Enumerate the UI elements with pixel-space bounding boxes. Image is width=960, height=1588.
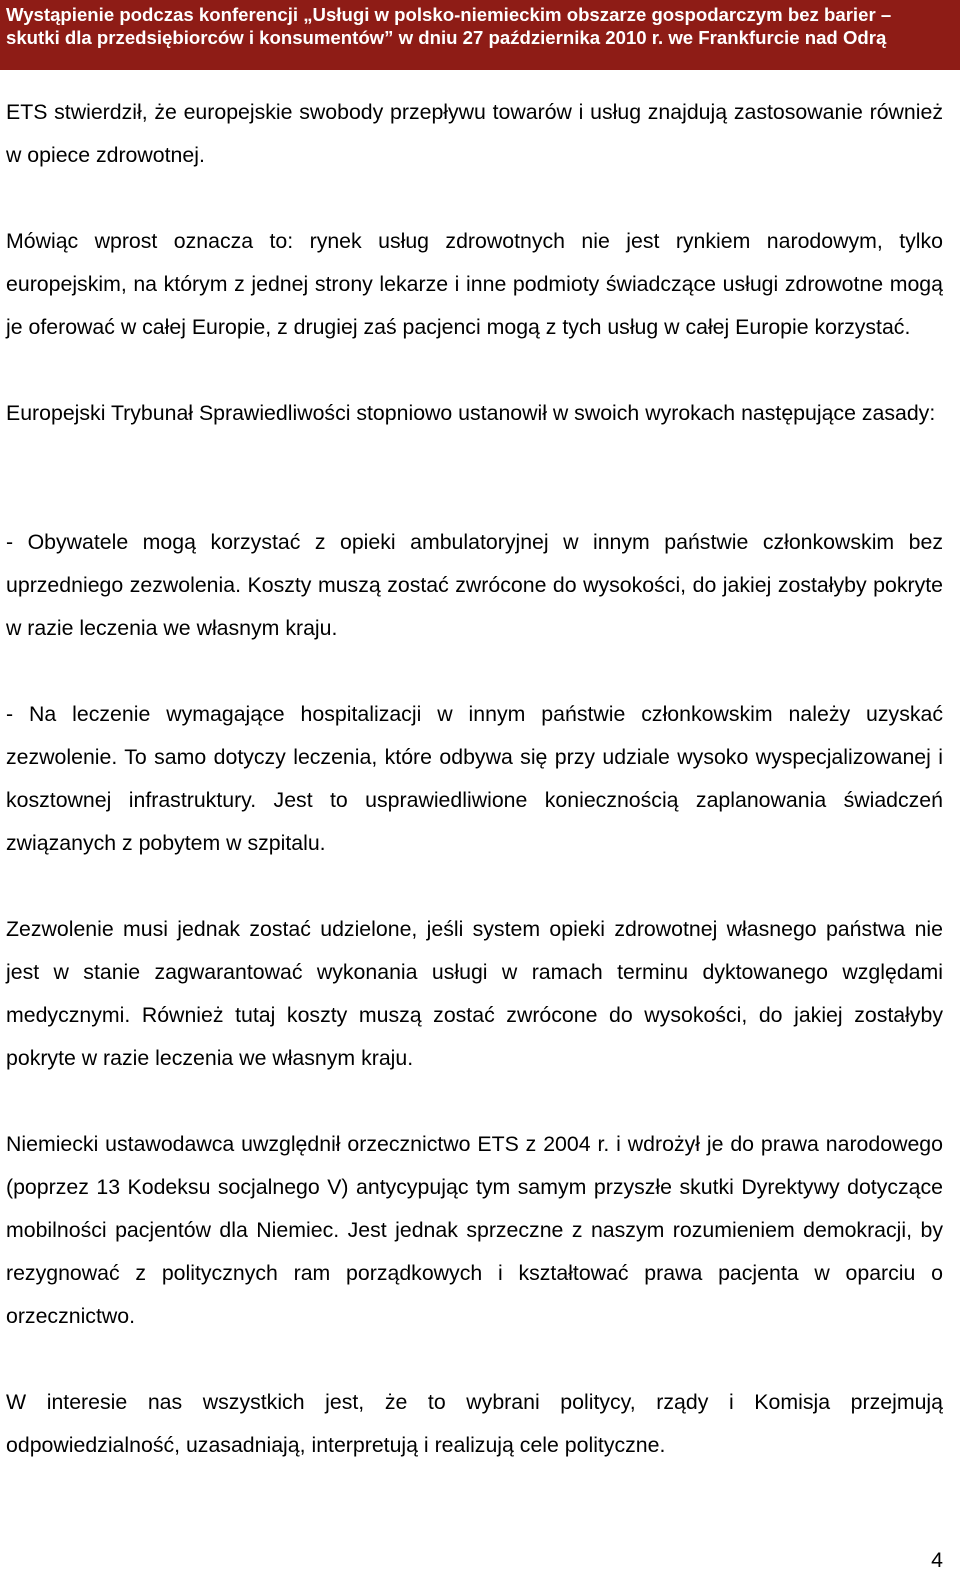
- header-title-line-2: skutki dla przedsiębiorców i konsumentów” w dniu 27 października 2010 r. we Frankfurcie nad Odrą: [6, 27, 887, 48]
- paragraph-health-market: Mówiąc wprost oznacza to: rynek usług zdrowotnych nie jest rynkiem narodowym, tylko europejskim, na którym z jednej strony lekarze i inne podmioty świadczące usługi zdrowotne mogą je oferować w całej Europie, z drugiej zaś pacjenci mogą z tych usług w całej Europie korzystać.: [6, 229, 943, 339]
- paragraph-political-responsibility: W interesie nas wszystkich jest, że to wybrani politycy, rządy i Komisja przejmują odpowiedzialność, uzasadniają, interpretują i realizują cele polityczne.: [6, 1390, 943, 1457]
- paragraph-court-principles: Europejski Trybunał Sprawiedliwości stopniowo ustanowił w swoich wyrokach następujące zasady:: [6, 401, 936, 425]
- paragraph-german-legislator: Niemiecki ustawodawca uwzględnił orzecznictwo ETS z 2004 r. i wdrożył je do prawa narodowego (poprzez 13 Kodeksu socjalnego V) antycypując tym samym przyszłe skutki Dyrektywy dotyczące mobilności pacjentów dla Niemiec. Jest jednak sprzeczne z naszym rozumieniem demokracji, by rezygnować z politycznych ram porządkowych i kształtować prawa pacjenta w oparciu o orzecznictwo.: [6, 1132, 943, 1328]
- spacer: [6, 435, 943, 478]
- header-title-line-1: Wystąpienie podczas konferencji „Usługi w polsko-niemieckim obszarze gospodarczym bez barier –: [6, 4, 892, 25]
- paragraph-authorization: Zezwolenie musi jednak zostać udzielone, jeśli system opieki zdrowotnej własnego państwa nie jest w stanie zagwarantować wykonania usługi w ramach terminu dyktowanego względami medycznymi. Również tutaj koszty muszą zostać zwrócone do wysokości, do jakiej zostałyby pokryte w razie leczenia we własnym kraju.: [6, 917, 943, 1070]
- document-body: [6, 91, 943, 1467]
- list-item-hospital-care: - Na leczenie wymagające hospitalizacji w innym państwie członkowskim należy uzyskać zezwolenie. To samo dotyczy leczenia, które odbywa się przy udziale wysoko wyspecjalizowanej i kosztownej infrastruktury. Jest to usprawiedliwione koniecznością zaplanowania świadczeń związanych z pobytem w szpitalu.: [6, 702, 943, 855]
- document-header: [0, 0, 960, 70]
- page-number: 4: [931, 1548, 943, 1572]
- spacer: [6, 478, 943, 521]
- list-item-ambulatory-care: - Obywatele mogą korzystać z opieki ambulatoryjnej w innym państwie członkowskim bez uprzedniego zezwolenia. Koszty muszą zostać zwrócone do wysokości, do jakiej zostałyby pokryte w razie leczenia we własnym kraju.: [6, 530, 943, 640]
- paragraph-ets-statement: ETS stwierdził, że europejskie swobody przepływu towarów i usług znajdują zastosowanie również w opiece zdrowotnej.: [6, 100, 943, 167]
